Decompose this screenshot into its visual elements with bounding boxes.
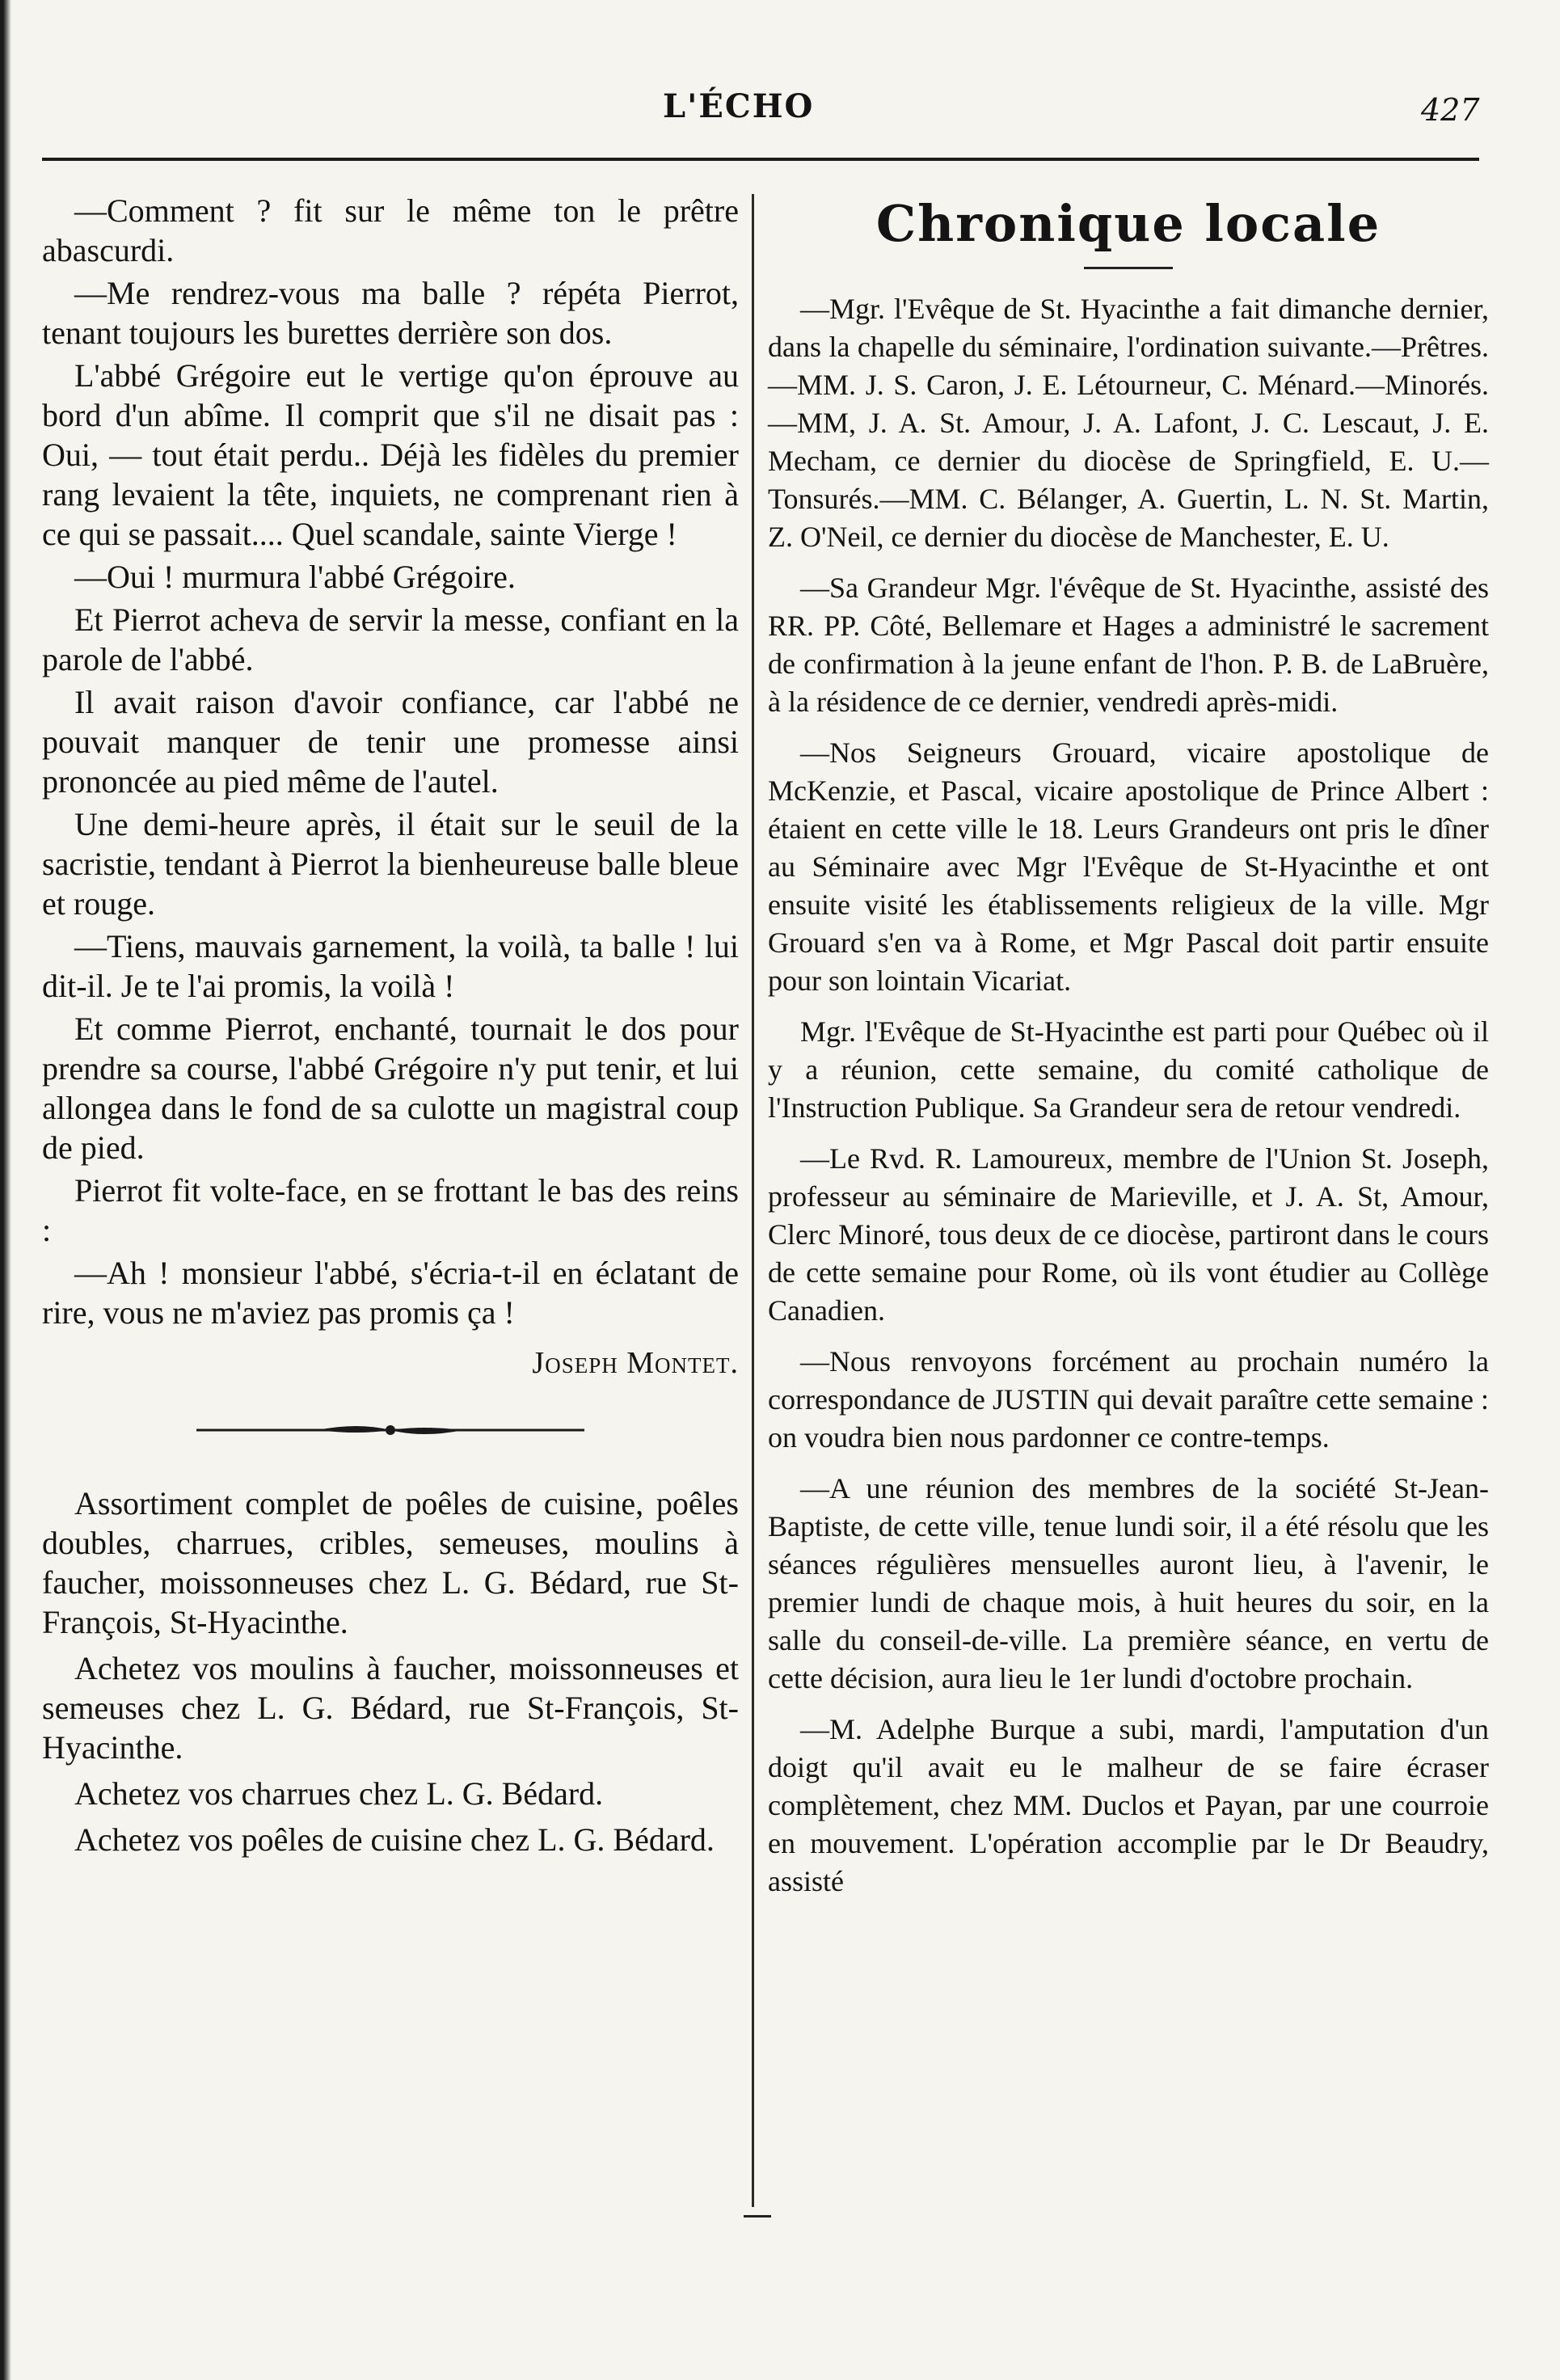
advertisement: Achetez vos moulins à faucher, moissonneuses et semeuses chez L. G. Bédard, rue St-François, St-Hyacinthe. <box>42 1650 739 1766</box>
news-item: —Sa Grandeur Mgr. l'évêque de St. Hyacinthe, assisté des RR. PP. Côté, Bellemare et Hages a administré le sacrement de confirmation à la jeune enfant de l'hon. P. B. de LaBruère, à la résidence de ce dernier, vendredi après-midi. <box>768 572 1489 718</box>
story-paragraph: L'abbé Grégoire eut le vertige qu'on éprouve au bord d'un abîme. Il comprit que s'il ne disait pas : Oui, — tout était perdu.. Déjà les fidèles du premier rang levaient la tête, inquiets, ne comprenant rien à ce qui se passait.... Quel scandale, sainte Vierge ! <box>42 357 739 552</box>
news-item: —Nos Seigneurs Grouard, vicaire apostolique de McKenzie, et Pascal, vicaire apostolique de Prince Albert : étaient en cette ville le 18. Leurs Grandeurs ont pris le dîner au Séminaire avec Mgr l'Evêque de St-Hyacinthe et ont ensuite visité les établissements religieux de la ville. Mgr Grouard s'en va à Rome, et Mgr Pascal doit partir ensuite pour son lointain Vicariat. <box>768 736 1489 997</box>
news-item: —Nous renvoyons forcément au prochain numéro la correspondance de JUSTIN qui devait paraître cette semaine : on voudra bien nous pardonner ce contre-temps. <box>768 1345 1489 1454</box>
running-header <box>0 87 1560 136</box>
running-title: L'ÉCHO <box>663 87 815 125</box>
author-signature: Joseph Montet. <box>532 1346 739 1380</box>
news-item: Mgr. l'Evêque de St-Hyacinthe est parti pour Québec où il y a réunion, cette semaine, du comité catholique de l'Instruction Publique. Sa Grandeur sera de retour vendredi. <box>768 1015 1489 1124</box>
story-paragraph: —Ah ! monsieur l'abbé, s'écria-t-il en éclatant de rire, vous ne m'aviez pas promis ça ! <box>42 1255 739 1331</box>
story-paragraph: —Comment ? fit sur le même ton le prêtre abascurdi. <box>42 192 739 268</box>
column-end-mark <box>744 2215 771 2218</box>
story-paragraph: Et Pierrot acheva de servir la messe, confiant en la parole de l'abbé. <box>42 601 739 677</box>
story-paragraph: Une demi-heure après, il était sur le seuil de la sacristie, tendant à Pierrot la bienheureuse balle bleue et rouge. <box>42 806 739 922</box>
story-paragraph: Pierrot fit volte-face, en se frottant le bas des reins : <box>42 1172 739 1248</box>
scanned-page-edge <box>0 0 11 2380</box>
news-item: —Mgr. l'Evêque de St. Hyacinthe a fait dimanche dernier, dans la chapelle du séminaire, l'ordination suivante.—Prêtres.—MM. J. S. Caron, J. E. Létourneur, C. Ménard.—Minorés.—MM, J. A. St. Amour, J. A. Lafont, J. C. Lescaut, J. E. Mecham, ce dernier du diocèse de Springfield, E. U.—Tonsurés.—MM. C. Bélanger, A. Guertin, L. N. St. Martin, Z. O'Neil, ce dernier du diocèse de Manchester, E. U. <box>768 293 1489 553</box>
story-paragraph: —Tiens, mauvais garnement, la voilà, ta balle ! lui dit-il. Je te l'ai promis, la voilà ! <box>42 928 739 1004</box>
advertisement: Achetez vos poêles de cuisine chez L. G. Bédard. <box>74 1821 715 1858</box>
ornament-divider <box>196 1422 584 1438</box>
left-column <box>42 191 739 1866</box>
advertisement: Achetez vos charrues chez L. G. Bédard. <box>74 1775 604 1812</box>
title-rule <box>1084 267 1173 269</box>
advertisement: Assortiment complet de poêles de cuisine, poêles doubles, charrues, cribles, semeuses, moulins à faucher, moissonneuses chez L. G. Bédard, rue St-François, St-Hyacinthe. <box>42 1485 739 1640</box>
story-paragraph: —Oui ! murmura l'abbé Grégoire. <box>74 559 516 595</box>
news-item: —Le Rvd. R. Lamoureux, membre de l'Union St. Joseph, professeur au séminaire de Marieville, et J. A. St, Amour, Clerc Minoré, tous deux de ce diocèse, partiront dans le cours de cette semaine pour Rome, où ils vont étudier au Collège Canadien. <box>768 1142 1489 1327</box>
story-paragraph: —Me rendrez-vous ma balle ? répéta Pierrot, tenant toujours les burettes derrière son dos. <box>42 275 739 351</box>
page-number: 427 <box>1421 92 1480 128</box>
right-column <box>768 191 1489 1914</box>
story-paragraph: Il avait raison d'avoir confiance, car l'abbé ne pouvait manquer de tenir une promesse ainsi prononcée au pied même de l'autel. <box>42 684 739 800</box>
advertisements <box>42 1483 739 1859</box>
column-divider <box>752 194 754 2207</box>
header-rule <box>42 158 1479 161</box>
news-item: —M. Adelphe Burque a subi, mardi, l'amputation d'un doigt qu'il avait eu le malheur de se faire écraser complètement, chez MM. Duclos et Payan, par une courroie en mouvement. L'opération accomplie par le Dr Beaudry, assisté <box>768 1713 1489 1897</box>
story-paragraph: Et comme Pierrot, enchanté, tournait le dos pour prendre sa course, l'abbé Grégoire n'y put tenir, et lui allongea dans le fond de sa culotte un magistral coup de pied. <box>42 1011 739 1166</box>
section-title: Chronique locale <box>875 194 1381 253</box>
news-item: —A une réunion des membres de la société St-Jean-Baptiste, de cette ville, tenue lundi soir, il a été résolu que les séances régulières mensuelles auront lieu, à l'avenir, le premier lundi de chaque mois, à huit heures du soir, en la salle du conseil-de-ville. La première séance, en vertu de cette décision, aura lieu le 1er lundi d'octobre prochain. <box>768 1472 1489 1694</box>
